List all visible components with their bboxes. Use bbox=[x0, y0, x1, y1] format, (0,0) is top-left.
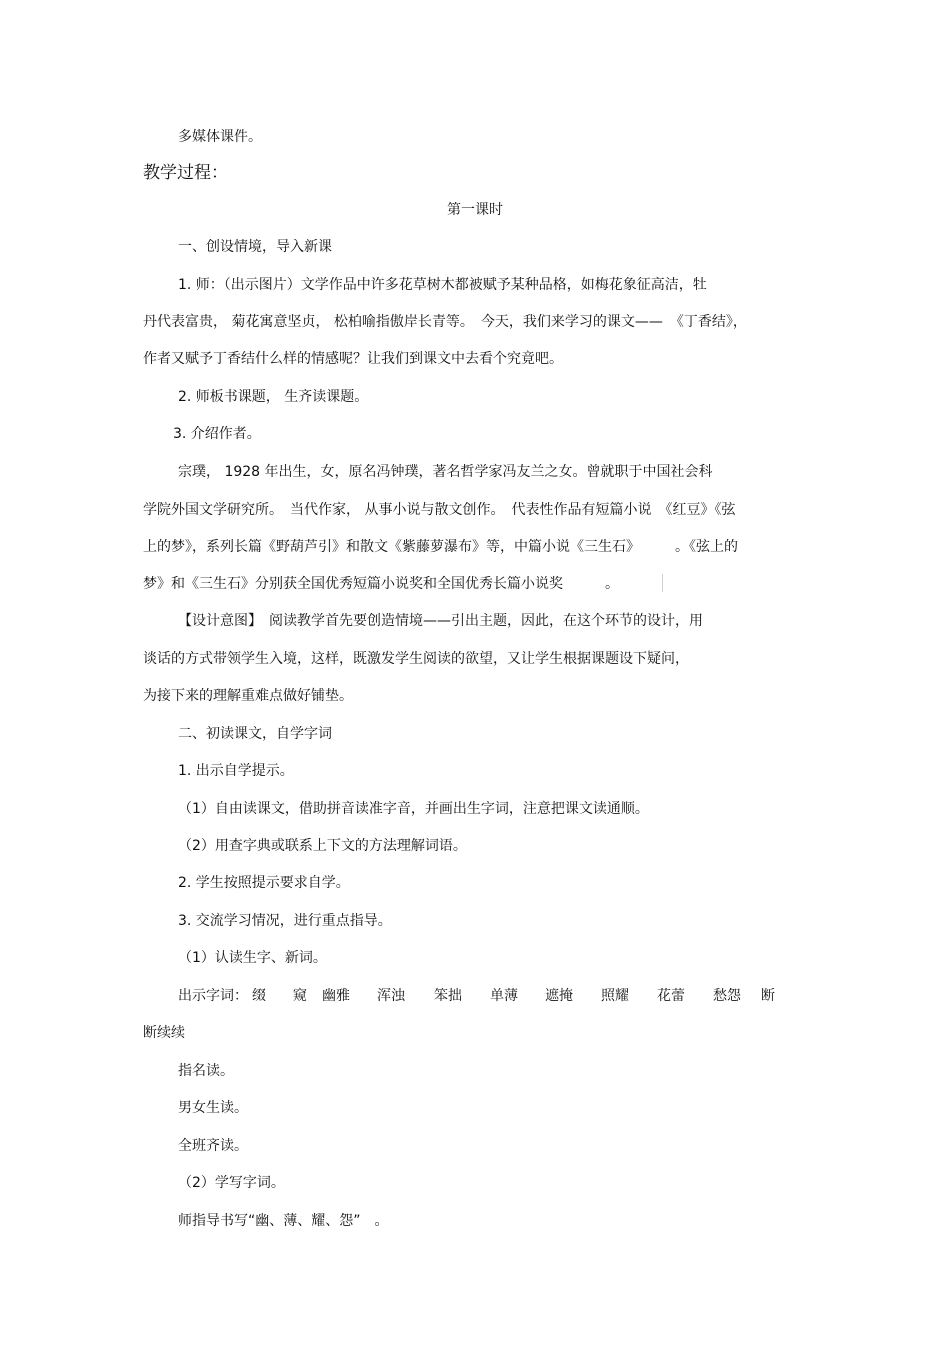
hint-sub-2: （2）用查字典或联系上下文的方法理解词语。 bbox=[178, 838, 467, 854]
write-words-sub: （2）学写字词。 bbox=[178, 1175, 285, 1191]
vocab-label: 出示字词： bbox=[178, 988, 248, 1004]
process-heading: 教学过程： bbox=[143, 163, 228, 183]
self-study-hint: 1. 出示自学提示。 bbox=[178, 763, 294, 779]
author-line-4: 梦》和《三生石》分别获全国优秀短篇小说奖和全国优秀长篇小说奖 。 bbox=[143, 576, 619, 592]
read-step-3: 全班齐读。 bbox=[178, 1138, 248, 1154]
vocab-word: 浑浊 bbox=[377, 988, 405, 1004]
vocab-word: 遮掩 bbox=[545, 988, 573, 1004]
vocab-word: 愁怨 bbox=[713, 988, 741, 1004]
section1-title: 一、创设情境，导入新课 bbox=[178, 239, 332, 255]
intro-line-1: 1. 师：（出示图片）文学作品中许多花草树木都被赋予某种品格，如梅花象征高洁，牡 bbox=[178, 277, 707, 293]
lesson-title: 第一课时 bbox=[447, 202, 503, 218]
section2-title: 二、初读课文，自学字词 bbox=[178, 726, 332, 742]
read-step-1: 指名读。 bbox=[178, 1063, 234, 1079]
read-step-2: 男女生读。 bbox=[178, 1100, 248, 1116]
vocab-word: 窥 bbox=[293, 988, 307, 1004]
vocab-word: 断 bbox=[761, 988, 775, 1004]
vocab-word: 笨拙 bbox=[434, 988, 462, 1004]
vocab-word: 照耀 bbox=[601, 988, 629, 1004]
vocab-word: 花蕾 bbox=[657, 988, 685, 1004]
intro-line-2: 丹代表富贵， 菊花寓意坚贞， 松柏喻指傲岸长青等。 今天，我们来学习的课文—— 《丁香结》， bbox=[143, 314, 747, 330]
vocab-word: 幽雅 bbox=[322, 988, 350, 1004]
vocab-row bbox=[178, 986, 798, 1006]
author-line-3: 上的梦》，系列长篇《野葫芦引》和散文《紫藤萝瀑布》等，中篇小说《三生石》 。《弦上的 bbox=[143, 539, 738, 555]
intro-line-3: 作者又赋予丁香结什么样的情感呢？让我们到课文中去看个究竟吧。 bbox=[143, 351, 563, 367]
read-words-sub: （1）认读生字、新词。 bbox=[178, 950, 327, 966]
cursor-mark bbox=[662, 574, 663, 592]
vocab-word: 缀 bbox=[252, 988, 266, 1004]
board-title-line: 2. 师板书课题， 生齐读课题。 bbox=[178, 389, 369, 405]
vocab-word: 单薄 bbox=[490, 988, 518, 1004]
design-line-1: 【设计意图】 阅读教学首先要创造情境——引出主题，因此，在这个环节的设计，用 bbox=[178, 613, 703, 629]
author-line-2: 学院外国文学研究所。 当代作家， 从事小说与散文创作。 代表性作品有短篇小说 《红豆》《弦 bbox=[143, 502, 736, 518]
design-line-3: 为接下来的理解重难点做好铺垫。 bbox=[143, 688, 353, 704]
materials-line: 多媒体课件。 bbox=[178, 129, 262, 145]
author-line-1: 宗璞， 1928 年出生，女，原名冯钟璞，著名哲学家冯友兰之女。曾就职于中国社会科 bbox=[178, 464, 713, 480]
introduce-author-line: 3. 介绍作者。 bbox=[173, 426, 261, 442]
hint-sub-1: （1）自由读课文，借助拼音读准字音，并画出生字词，注意把课文读通顺。 bbox=[178, 801, 649, 817]
write-guide-line: 师指导书写“幽、薄、耀、怨” 。 bbox=[178, 1213, 389, 1229]
vocab-continued: 断续续 bbox=[143, 1025, 185, 1041]
exchange-line: 3. 交流学习情况，进行重点指导。 bbox=[178, 913, 392, 929]
design-line-2: 谈话的方式带领学生入境，这样，既激发学生阅读的欲望，又让学生根据课题设下疑问， bbox=[143, 651, 689, 667]
self-study-line: 2. 学生按照提示要求自学。 bbox=[178, 875, 350, 891]
